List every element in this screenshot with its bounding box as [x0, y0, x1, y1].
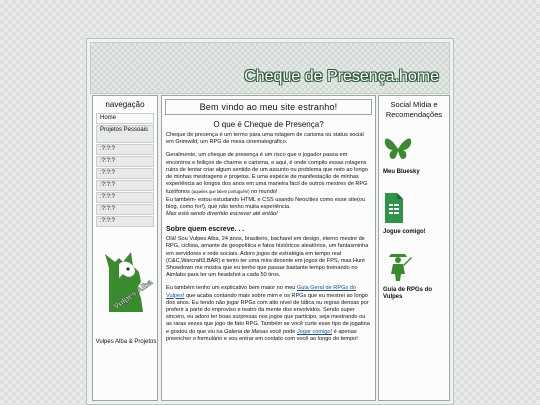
- play-with-me-side-link[interactable]: [383, 192, 449, 236]
- explanation-aside: (aqueles que falem português!): [191, 189, 250, 195]
- guide-text-b: que acaba contando mais sobre mim e os RPGs que eu mestrei ao longo dos anos. Eu tendo não jogar RPGs com alto nível de tática ou regras densas por preferir a parte do improviso e teatro da mente dos envolvidos. Sendo super sincero, eu adoro ter boas surpresas nos jogos que participo, seja mestrando ou as raras vezes que jogo de fato RPG. Também se você curte esse tipo de jogatina e gostou do que viu na: [166, 292, 370, 335]
- fun-paragraph: Mas está sendo divertido escrever até então!: [166, 211, 278, 218]
- nav-title: navegação: [105, 100, 145, 109]
- rpg-guide-side-link[interactable]: [383, 248, 449, 301]
- guide-text-c: você pode: [268, 328, 297, 335]
- bluesky-label: Meu Bluesky: [383, 169, 420, 175]
- intro-paragraph: Cheque de presença é um termo para uma rolagem de carisma ou status social em Grimwild, um RPG de mesa cinematográfico.: [166, 132, 364, 146]
- nav-caption: Vulpes Alba & Projetos: [95, 339, 157, 345]
- explanation-end: no mundo!: [249, 189, 278, 196]
- logo-text: Vulpes Alba: [111, 277, 155, 311]
- adventurer-icon: [383, 248, 413, 282]
- question-title: O que é Cheque de Presença?: [213, 120, 324, 129]
- guide-paragraph: [166, 285, 371, 343]
- study-paragraph: Eu também- estou estudando HTML e CSS usando Neocities como esse site(ou blog, como for!), que não tenho muita experiência.: [166, 196, 366, 210]
- vulpes-alba-logo-icon: [103, 248, 155, 312]
- guide-link[interactable]: Guia Geral de RPGs do Vulpes!: [166, 285, 356, 299]
- play-with-me-label: Jogue comigo!: [383, 229, 426, 235]
- explanation-text: Geralmente, um cheque de presença é um risco que o jogador passa em encontros e feitiços de charme e carisma, e aqui, é onde compilo essas rolagens ruins de tentar criar algum sentido de um assunto ou problema que noto ao longo de minhas mestragens e projetos. E uma espécie de manifestação de minhas experiência ao longos dos anos em uma maneira fácil de outros mestres de RPG lusófonos: [166, 152, 368, 196]
- nav-item-9[interactable]: :?:?:?: [96, 216, 154, 227]
- nav-list: [96, 113, 154, 227]
- nav-item-home[interactable]: Home: [96, 113, 154, 124]
- guide-text-d: é apenas preencher o formulário e vou entrar em contato com você ao longo do tempo!: [166, 328, 358, 342]
- nav-item-8[interactable]: :?:?:?: [96, 204, 154, 215]
- play-with-me-link[interactable]: Jogar comigo!: [296, 328, 333, 335]
- social-title: Social Mídia e Recomendações: [385, 100, 443, 119]
- bluesky-link[interactable]: [383, 134, 449, 176]
- nav-item-4[interactable]: :?:?:?: [96, 156, 154, 167]
- nav-item-3[interactable]: :?:?:?: [96, 144, 154, 155]
- sheet-icon: [383, 192, 405, 224]
- page-frame: [86, 38, 454, 405]
- gallery-text: Galeria de Mesas: [224, 328, 269, 335]
- site-title: Cheque de Presença.home: [244, 68, 439, 85]
- explanation-paragraph: [166, 152, 371, 196]
- about-paragraph: Olá! Sou Vulpes Alba, 24 anos, brasileiro, bacharel em design, eterno mestre de RPG, ciclista, amante de geopolítica e fatos históricos aleatórios, um fantasminha em servidores e rede sociais. Adoro jogos de estratégia em tempo real (C&C,Warcraft3,BAR) e tento ter uma mira decente em jogos de FPS, mas Hunt Showdown me mostra que eu tenho que passar bastante tempo treinando no Aimlabs para ter um headshot a cada 50 tiros.: [166, 236, 369, 279]
- butterfly-icon: [383, 134, 413, 164]
- nav-panel: [92, 95, 158, 401]
- nav-item-6[interactable]: :?:?:?: [96, 180, 154, 191]
- nav-item-5[interactable]: :?:?:?: [96, 168, 154, 179]
- guide-text-a: Eu também tenho um explicativo bem maior no meu: [166, 285, 297, 292]
- about-title: Sobre quem escreve. . .: [166, 226, 245, 234]
- nav-item-7[interactable]: :?:?:?: [96, 192, 154, 203]
- social-panel: [378, 95, 450, 401]
- nav-item-projetos[interactable]: Projetos Pessoais: [96, 125, 154, 143]
- site-header: [90, 42, 450, 94]
- rpg-guide-label: Guia de RPGs do Vulpes: [383, 287, 433, 300]
- main-content: [161, 95, 376, 401]
- welcome-banner: Bem vindo ao meu site estranho!: [165, 99, 372, 115]
